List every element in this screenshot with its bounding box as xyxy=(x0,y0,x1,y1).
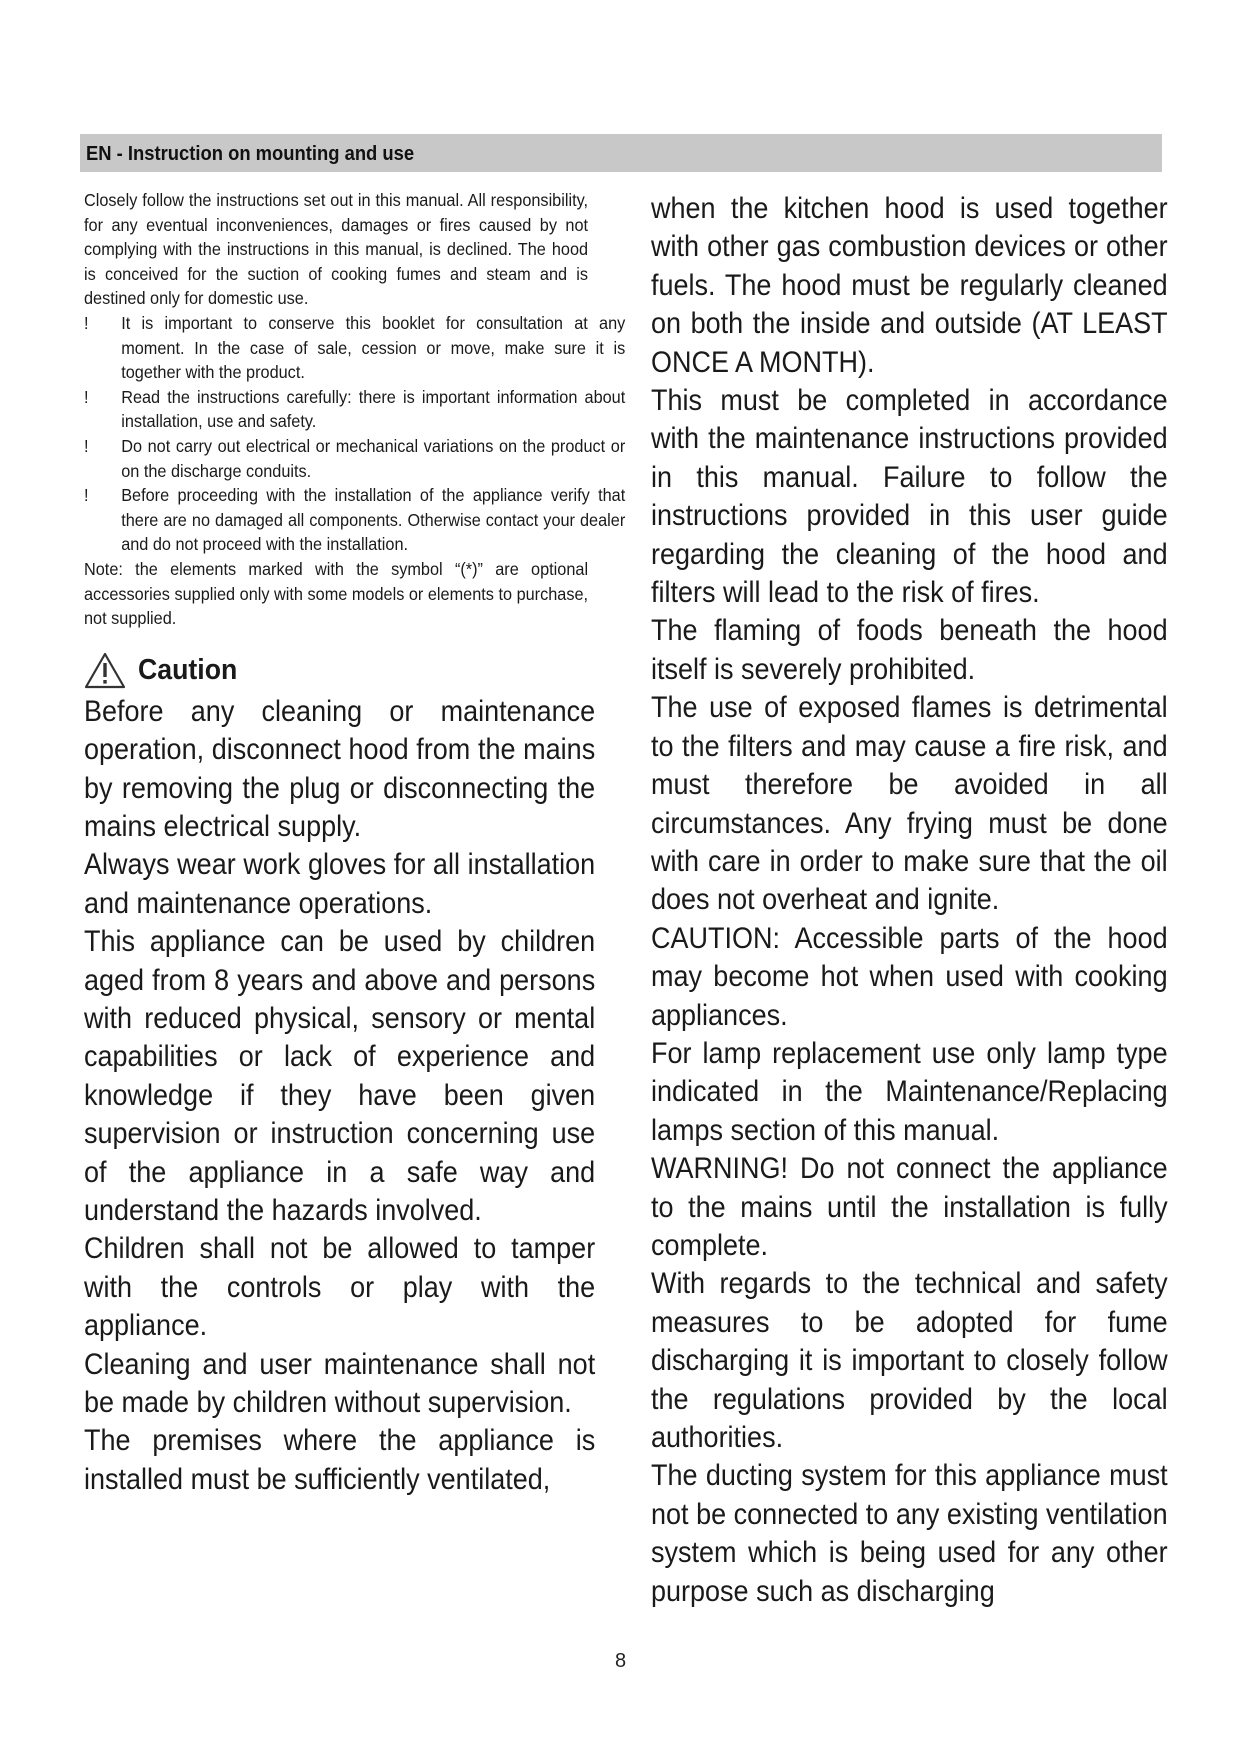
exclamation-mark: ! xyxy=(84,435,89,456)
right-column xyxy=(651,190,1168,1611)
caution-paragraph: Children shall not be allowed to tamper with the controls or play with the appliance. xyxy=(84,1232,596,1343)
caution-paragraph: The premises where the appliance is installed must be sufficiently ventilated, xyxy=(84,1424,596,1496)
exclamation-mark: ! xyxy=(84,312,89,333)
caution-paragraph: Always wear work gloves for all installation and maintenance operations. xyxy=(84,848,596,920)
body-paragraph: The use of exposed flames is detrimental to the filters and may cause a fire risk, and must therefore be avoided in all circumstances. Any frying must be done with care in order to make sure that the oil does not overheat and ignite. xyxy=(651,691,1168,917)
page-number: 8 xyxy=(614,1650,627,1672)
body-paragraph: With regards to the technical and safety measures to be adopted for fume discharging it is important to closely follow the regulations provided by the local authorities. xyxy=(651,1267,1168,1454)
caution-paragraph: This appliance can be used by children aged from 8 years and above and persons with reduced physical, sensory or mental capabilities or lack of experience and knowledge if they have been given supervision or instruction concerning use of the appliance in a safe way and understand the hazards involved. xyxy=(84,925,596,1227)
section-header-title: EN - Instruction on mounting and use xyxy=(86,143,415,165)
body-paragraph: The ducting system for this appliance must not be connected to any existing ventilation system which is being used for any other purpose such as discharging xyxy=(651,1459,1168,1608)
warning-triangle-icon xyxy=(84,652,126,690)
bullet-text: Before proceeding with the installation of the appliance verify that there are no damaged all components. Otherwise contact your dealer and do not proceed with the installation. xyxy=(121,485,626,555)
body-paragraph: WARNING! Do not connect the appliance to the mains until the installation is fully complete. xyxy=(651,1152,1168,1262)
body-paragraph: For lamp replacement use only lamp type indicated in the Maintenance/Replacing lamps section of this manual. xyxy=(651,1036,1168,1147)
exclamation-mark: ! xyxy=(84,485,89,506)
body-paragraph: The flaming of foods beneath the hood itself is severely prohibited. xyxy=(651,614,1168,686)
caution-heading xyxy=(84,649,589,693)
section-header-bar xyxy=(80,134,1162,172)
intro-paragraph: Closely follow the instructions set out in this manual. All responsibility, for any eventual inconveniences, damages or fires caused by not complying with the instructions in this manual, is declined. The hood is conceived for the suction of cooking fumes and steam and is destined only for domestic use. xyxy=(84,190,589,309)
left-column xyxy=(84,188,626,1499)
caution-paragraph: Before any cleaning or maintenance operation, disconnect hood from the mains by removing the plug or disconnecting the mains electrical supply. xyxy=(84,694,596,843)
bullet-item xyxy=(84,483,625,557)
body-paragraph: when the kitchen hood is used together with other gas combustion devices or other fuels. The hood must be regularly cleaned on both the inside and outside (AT LEAST ONCE A MONTH). xyxy=(651,192,1168,379)
caution-paragraph: Cleaning and user maintenance shall not be made by children without supervision. xyxy=(84,1347,596,1419)
bullet-item xyxy=(84,434,625,483)
exclamation-mark: ! xyxy=(84,386,89,407)
bullet-text: Read the instructions carefully: there is important information about installation, use and safety. xyxy=(121,386,626,432)
bullet-text: Do not carry out electrical or mechanical variations on the product or on the discharge conduits. xyxy=(121,435,626,481)
bullet-item xyxy=(84,385,625,434)
bullet-item xyxy=(84,311,625,385)
body-paragraph: This must be completed in accordance with the maintenance instructions provided in this manual. Failure to follow the instructions provided in this user guide regarding the cleaning of the hood and filters will lead to the risk of fires. xyxy=(651,384,1168,610)
body-paragraph: CAUTION: Accessible parts of the hood may become hot when used with cooking appliances. xyxy=(651,921,1168,1032)
caution-title: Caution xyxy=(138,654,238,687)
note-paragraph: Note: the elements marked with the symbol “(*)” are optional accessories supplied only with some models or elements to purchase, not supplied. xyxy=(84,558,589,629)
bullet-text: It is important to conserve this booklet for consultation at any moment. In the case of sale, cession or move, make sure it is together with the product. xyxy=(121,312,626,383)
